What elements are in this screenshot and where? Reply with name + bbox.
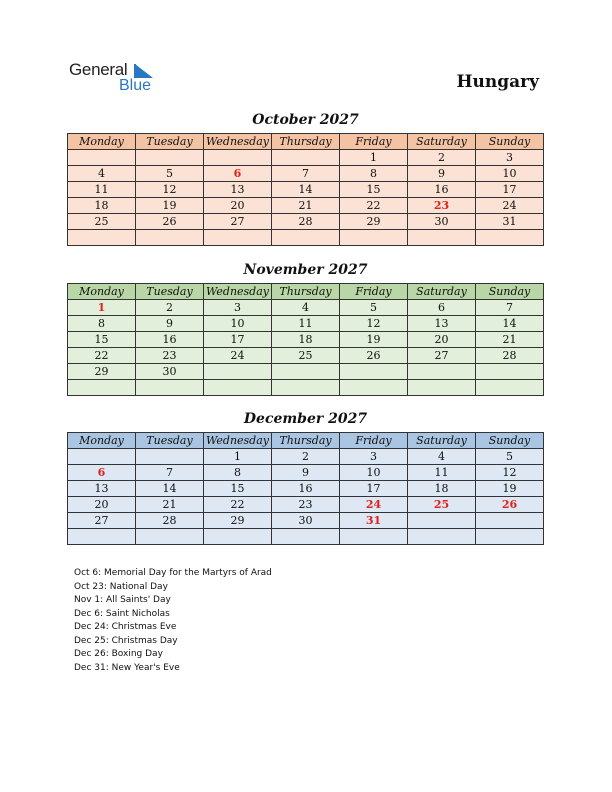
empty-day-cell	[136, 449, 204, 465]
day-cell: 5	[340, 300, 408, 316]
week-row	[68, 529, 544, 545]
day-cell: 15	[340, 182, 408, 198]
weekday-header: Tuesday	[136, 284, 204, 300]
day-cell: 28	[136, 513, 204, 529]
week-row	[68, 380, 544, 396]
empty-day-cell	[136, 529, 204, 545]
holiday-item: Dec 6: Saint Nicholas	[74, 608, 170, 619]
day-cell: 27	[408, 348, 476, 364]
weekday-header-row	[68, 284, 544, 300]
empty-day-cell	[204, 529, 272, 545]
weekday-header: Thursday	[272, 284, 340, 300]
day-cell: 5	[136, 166, 204, 182]
empty-day-cell	[476, 364, 544, 380]
weekday-header: Saturday	[408, 433, 476, 449]
empty-day-cell	[476, 513, 544, 529]
day-cell: 15	[68, 332, 136, 348]
empty-day-cell	[272, 364, 340, 380]
day-cell: 12	[136, 182, 204, 198]
month-title: October 2027	[252, 112, 359, 128]
day-cell: 27	[68, 513, 136, 529]
day-cell: 26	[340, 348, 408, 364]
day-cell: 12	[476, 465, 544, 481]
day-cell: 20	[204, 198, 272, 214]
week-row	[68, 513, 544, 529]
empty-day-cell	[68, 449, 136, 465]
empty-day-cell	[68, 150, 136, 166]
month-title: November 2027	[243, 262, 368, 278]
week-row	[68, 481, 544, 497]
weekday-header: Thursday	[272, 433, 340, 449]
week-row	[68, 182, 544, 198]
day-cell: 22	[340, 198, 408, 214]
empty-day-cell	[204, 380, 272, 396]
holiday-item: Nov 1: All Saints' Day	[74, 595, 171, 605]
empty-day-cell	[340, 380, 408, 396]
holiday-item: Oct 23: National Day	[74, 581, 168, 592]
day-cell: 4	[68, 166, 136, 182]
day-cell: 6	[204, 166, 272, 182]
week-row	[68, 198, 544, 214]
weekday-header: Saturday	[408, 284, 476, 300]
empty-day-cell	[408, 529, 476, 545]
day-cell: 3	[204, 300, 272, 316]
day-cell: 29	[340, 214, 408, 230]
day-cell: 30	[136, 364, 204, 380]
day-cell: 1	[204, 449, 272, 465]
week-row	[68, 150, 544, 166]
day-cell: 2	[136, 300, 204, 316]
week-row	[68, 230, 544, 246]
weekday-header: Sunday	[476, 433, 544, 449]
holiday-item: Oct 6: Memorial Day for the Martyrs of Arad	[74, 568, 272, 578]
logo-blue-text: Blue	[119, 77, 152, 94]
day-cell: 19	[136, 198, 204, 214]
weekday-header: Thursday	[272, 134, 340, 150]
day-cell: 1	[340, 150, 408, 166]
day-cell: 31	[476, 214, 544, 230]
day-cell: 11	[68, 182, 136, 198]
empty-day-cell	[408, 364, 476, 380]
day-cell: 26	[476, 497, 544, 513]
day-cell: 23	[408, 198, 476, 214]
day-cell: 26	[136, 214, 204, 230]
day-cell: 19	[476, 481, 544, 497]
day-cell: 8	[340, 166, 408, 182]
day-cell: 23	[272, 497, 340, 513]
day-cell: 7	[476, 300, 544, 316]
empty-day-cell	[136, 230, 204, 246]
day-cell: 4	[408, 449, 476, 465]
day-cell: 21	[476, 332, 544, 348]
weekday-header: Friday	[340, 134, 408, 150]
weekday-header: Friday	[340, 284, 408, 300]
day-cell: 6	[68, 465, 136, 481]
day-cell: 24	[204, 348, 272, 364]
day-cell: 11	[408, 465, 476, 481]
month-table	[67, 133, 544, 246]
week-row	[68, 332, 544, 348]
weekday-header-row	[68, 433, 544, 449]
day-cell: 9	[136, 316, 204, 332]
day-cell: 7	[272, 166, 340, 182]
day-cell: 25	[68, 214, 136, 230]
empty-day-cell	[204, 364, 272, 380]
empty-day-cell	[272, 230, 340, 246]
day-cell: 7	[136, 465, 204, 481]
day-cell: 25	[408, 497, 476, 513]
day-cell: 3	[340, 449, 408, 465]
empty-day-cell	[272, 529, 340, 545]
day-cell: 16	[136, 332, 204, 348]
empty-day-cell	[408, 513, 476, 529]
day-cell: 14	[272, 182, 340, 198]
day-cell: 16	[408, 182, 476, 198]
day-cell: 13	[68, 481, 136, 497]
weekday-header: Tuesday	[136, 134, 204, 150]
day-cell: 14	[476, 316, 544, 332]
day-cell: 20	[68, 497, 136, 513]
weekday-header: Sunday	[476, 134, 544, 150]
day-cell: 18	[272, 332, 340, 348]
day-cell: 23	[136, 348, 204, 364]
day-cell: 25	[272, 348, 340, 364]
day-cell: 28	[476, 348, 544, 364]
day-cell: 12	[340, 316, 408, 332]
week-row	[68, 497, 544, 513]
week-row	[68, 465, 544, 481]
day-cell: 22	[204, 497, 272, 513]
weekday-header: Sunday	[476, 284, 544, 300]
empty-day-cell	[68, 380, 136, 396]
day-cell: 1	[68, 300, 136, 316]
weekday-header: Friday	[340, 433, 408, 449]
weekday-header: Wednesday	[204, 284, 272, 300]
week-row	[68, 214, 544, 230]
day-cell: 18	[408, 481, 476, 497]
day-cell: 5	[476, 449, 544, 465]
day-cell: 18	[68, 198, 136, 214]
empty-day-cell	[340, 230, 408, 246]
logo-flag-icon	[133, 64, 153, 78]
empty-day-cell	[272, 150, 340, 166]
day-cell: 13	[204, 182, 272, 198]
week-row	[68, 316, 544, 332]
holiday-list	[74, 567, 272, 675]
logo-general-text: General	[69, 60, 128, 79]
week-row	[68, 166, 544, 182]
empty-day-cell	[340, 529, 408, 545]
weekday-header: Saturday	[408, 134, 476, 150]
empty-day-cell	[68, 230, 136, 246]
day-cell: 10	[340, 465, 408, 481]
country-title: Hungary	[456, 72, 539, 92]
empty-day-cell	[476, 230, 544, 246]
day-cell: 29	[204, 513, 272, 529]
month-table	[67, 283, 544, 396]
empty-day-cell	[476, 529, 544, 545]
empty-day-cell	[204, 150, 272, 166]
month-title: December 2027	[243, 411, 368, 427]
day-cell: 14	[136, 481, 204, 497]
day-cell: 9	[408, 166, 476, 182]
holiday-item: Dec 26: Boxing Day	[74, 649, 163, 659]
month-table	[67, 432, 544, 545]
week-row	[68, 348, 544, 364]
day-cell: 30	[408, 214, 476, 230]
day-cell: 3	[476, 150, 544, 166]
day-cell: 8	[68, 316, 136, 332]
empty-day-cell	[68, 529, 136, 545]
empty-day-cell	[136, 380, 204, 396]
day-cell: 2	[408, 150, 476, 166]
empty-day-cell	[272, 380, 340, 396]
empty-day-cell	[136, 150, 204, 166]
day-cell: 28	[272, 214, 340, 230]
weekday-header: Monday	[68, 433, 136, 449]
weekday-header: Monday	[68, 284, 136, 300]
day-cell: 13	[408, 316, 476, 332]
empty-day-cell	[340, 364, 408, 380]
day-cell: 21	[136, 497, 204, 513]
day-cell: 30	[272, 513, 340, 529]
weekday-header: Tuesday	[136, 433, 204, 449]
day-cell: 21	[272, 198, 340, 214]
day-cell: 24	[476, 198, 544, 214]
weekday-header: Monday	[68, 134, 136, 150]
day-cell: 10	[476, 166, 544, 182]
day-cell: 24	[340, 497, 408, 513]
day-cell: 8	[204, 465, 272, 481]
day-cell: 9	[272, 465, 340, 481]
empty-day-cell	[408, 380, 476, 396]
day-cell: 17	[476, 182, 544, 198]
empty-day-cell	[408, 230, 476, 246]
day-cell: 2	[272, 449, 340, 465]
day-cell: 16	[272, 481, 340, 497]
logo	[69, 60, 179, 100]
day-cell: 20	[408, 332, 476, 348]
day-cell: 6	[408, 300, 476, 316]
day-cell: 15	[204, 481, 272, 497]
holiday-item: Dec 31: New Year's Eve	[74, 662, 180, 673]
day-cell: 4	[272, 300, 340, 316]
weekday-header: Wednesday	[204, 433, 272, 449]
day-cell: 22	[68, 348, 136, 364]
weekday-header: Wednesday	[204, 134, 272, 150]
empty-day-cell	[476, 380, 544, 396]
week-row	[68, 364, 544, 380]
day-cell: 11	[272, 316, 340, 332]
day-cell: 19	[340, 332, 408, 348]
week-row	[68, 300, 544, 316]
day-cell: 17	[204, 332, 272, 348]
day-cell: 10	[204, 316, 272, 332]
week-row	[68, 449, 544, 465]
day-cell: 31	[340, 513, 408, 529]
empty-day-cell	[204, 230, 272, 246]
holiday-item: Dec 24: Christmas Eve	[74, 622, 177, 632]
day-cell: 27	[204, 214, 272, 230]
day-cell: 29	[68, 364, 136, 380]
day-cell: 17	[340, 481, 408, 497]
weekday-header-row	[68, 134, 544, 150]
holiday-item: Dec 25: Christmas Day	[74, 635, 178, 646]
